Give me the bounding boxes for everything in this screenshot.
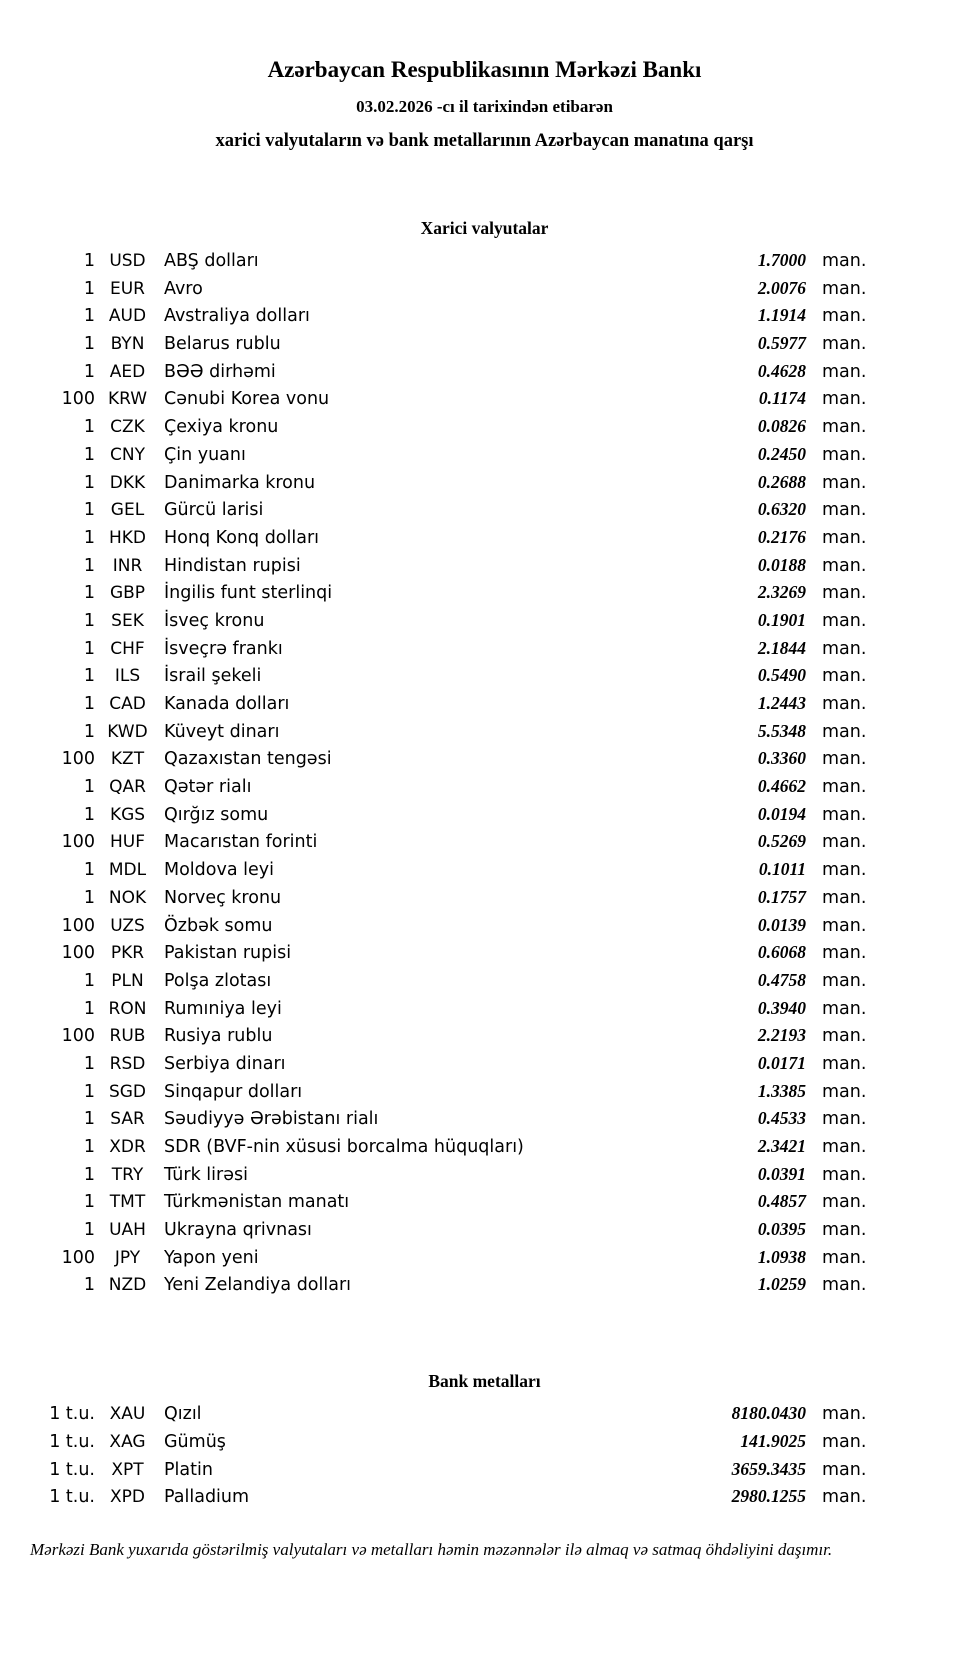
- rate-row: [0, 1400, 969, 1428]
- rate-row: [0, 413, 969, 441]
- asset-name: Serbiya dinarı: [164, 1053, 286, 1074]
- unit-label: man.: [822, 638, 867, 659]
- rate-value: 2.2193: [757, 1025, 806, 1046]
- rate-value: 0.0395: [757, 1219, 806, 1240]
- rate-row: [0, 662, 969, 690]
- asset-quantity: 1: [83, 1220, 95, 1241]
- asset-name: Qızıl: [164, 1404, 202, 1425]
- asset-quantity: 1 t.u.: [49, 1459, 95, 1480]
- unit-label: man.: [822, 1275, 867, 1296]
- rate-row: [0, 607, 969, 635]
- asset-quantity: 1: [83, 638, 95, 659]
- rate-value: 2.3421: [757, 1136, 806, 1156]
- asset-code: XPT: [111, 1459, 144, 1480]
- rate-value: 0.0139: [757, 914, 806, 935]
- rate-row: [0, 1271, 969, 1299]
- asset-name: Platin: [164, 1459, 213, 1480]
- rate-value: 0.4662: [757, 776, 806, 797]
- rate-value: 0.1174: [758, 388, 806, 409]
- rate-row: [0, 1050, 969, 1078]
- asset-quantity: 1: [83, 334, 95, 355]
- disclaimer-note: Mərkəzi Bank yuxarıda göstərilmiş valyutaları və metalları həmin məzənnələr ilə almaq və satmaq öhdəliyini daşımır.: [30, 1539, 833, 1559]
- asset-quantity: 1: [83, 1053, 95, 1074]
- asset-code: INR: [112, 555, 143, 576]
- asset-quantity: 1: [83, 251, 95, 271]
- rate-value: 3659.3435: [731, 1458, 806, 1479]
- asset-name: Macarıstan forinti: [164, 832, 318, 853]
- asset-name: Cənubi Korea vonu: [164, 389, 330, 410]
- effective-date: 03.02.2026 -cı il tarixindən etibarən: [356, 97, 613, 116]
- rate-value: 2.0076: [757, 277, 806, 298]
- asset-name: Gürcü larisi: [164, 500, 264, 521]
- rate-row: [0, 828, 969, 856]
- asset-code: CNY: [110, 444, 145, 465]
- asset-code: PKR: [110, 943, 145, 964]
- rate-value: 0.2176: [757, 526, 806, 547]
- asset-quantity: 1: [83, 1109, 95, 1130]
- rate-row: [0, 552, 969, 580]
- rate-value: 5.5348: [757, 720, 806, 741]
- rate-row: [0, 1188, 969, 1216]
- asset-code: XPD: [110, 1487, 145, 1508]
- rate-row: [0, 690, 969, 718]
- rate-value: 1.0259: [757, 1274, 806, 1295]
- unit-label: man.: [822, 417, 867, 438]
- unit-label: man.: [822, 583, 867, 604]
- asset-name: Qırğız somu: [164, 804, 269, 825]
- asset-quantity: 1: [83, 804, 95, 825]
- asset-quantity: 1: [83, 1164, 95, 1185]
- rate-value: 0.2450: [757, 443, 806, 464]
- asset-quantity: 1: [83, 1275, 95, 1296]
- asset-code: MDL: [108, 860, 147, 881]
- rate-row: [0, 247, 969, 275]
- asset-quantity: 100: [61, 943, 95, 964]
- asset-name: Yeni Zelandiya dolları: [164, 1275, 352, 1296]
- asset-quantity: 1: [83, 583, 95, 604]
- unit-label: man.: [822, 970, 867, 991]
- currencies-table: [0, 247, 969, 1299]
- unit-label: man.: [822, 1053, 867, 1074]
- unit-label: man.: [822, 555, 867, 576]
- asset-name: Pakistan rupisi: [164, 943, 292, 964]
- asset-code: RUB: [109, 1026, 146, 1047]
- unit-label: man.: [822, 1081, 867, 1102]
- asset-name: Hindistan rupisi: [164, 555, 301, 576]
- unit-label: man.: [822, 860, 867, 881]
- unit-label: man.: [822, 527, 867, 548]
- asset-code: SGD: [108, 1081, 147, 1102]
- rate-row: [0, 1244, 969, 1272]
- unit-label: man.: [822, 1026, 867, 1047]
- rate-value: 0.1011: [758, 859, 806, 880]
- asset-code: XAU: [109, 1404, 146, 1425]
- asset-code: CHF: [110, 638, 145, 659]
- asset-code: GEL: [110, 500, 145, 521]
- unit-label: man.: [822, 777, 867, 798]
- asset-name: Polşa zlotası: [164, 970, 272, 991]
- rate-row: [0, 1428, 969, 1456]
- asset-code: EUR: [110, 278, 145, 299]
- rate-row: [0, 967, 969, 995]
- asset-code: TMT: [109, 1192, 146, 1213]
- asset-code: KGS: [109, 804, 146, 825]
- unit-label: man.: [822, 694, 867, 714]
- currencies-section-heading: Xarici valyutalar: [420, 218, 549, 238]
- asset-code: CAD: [109, 694, 146, 714]
- rate-row: [0, 718, 969, 746]
- rate-value: 0.3360: [757, 748, 806, 769]
- unit-label: man.: [822, 389, 867, 410]
- rate-value: 0.0171: [757, 1052, 806, 1073]
- asset-quantity: 1: [83, 278, 95, 299]
- unit-label: man.: [822, 361, 867, 382]
- asset-code: UZS: [110, 915, 145, 936]
- asset-quantity: 100: [61, 389, 95, 410]
- rate-value: 0.0826: [757, 416, 806, 437]
- asset-quantity: 1: [83, 527, 95, 548]
- rate-row: [0, 1105, 969, 1133]
- rate-row: [0, 358, 969, 386]
- rate-value: 141.9025: [740, 1430, 806, 1451]
- rate-value: 8180.0430: [731, 1403, 806, 1424]
- unit-label: man.: [822, 1459, 867, 1480]
- asset-name: Avro: [164, 278, 203, 299]
- rate-value: 1.2443: [757, 693, 806, 713]
- asset-code: GBP: [109, 583, 146, 604]
- asset-code: RSD: [109, 1053, 146, 1074]
- rate-row: [0, 441, 969, 469]
- asset-quantity: 1: [83, 472, 95, 493]
- asset-code: AUD: [108, 306, 147, 327]
- asset-quantity: 1: [83, 970, 95, 991]
- asset-name: Qətər rialı: [164, 777, 252, 798]
- asset-quantity: 1: [83, 860, 95, 881]
- unit-label: man.: [822, 610, 867, 631]
- asset-code: ILS: [114, 666, 141, 687]
- rate-value: 1.1914: [757, 305, 806, 326]
- rate-row: [0, 939, 969, 967]
- rate-value: 0.5269: [757, 831, 806, 852]
- asset-code: KWD: [107, 721, 148, 742]
- rate-row: [0, 635, 969, 663]
- asset-name: Küveyt dinarı: [164, 721, 280, 742]
- asset-name: Sinqapur dolları: [164, 1081, 303, 1102]
- rate-value: 2.3269: [757, 582, 806, 603]
- rate-value: 0.0194: [757, 803, 806, 824]
- asset-quantity: 1: [83, 361, 95, 382]
- rate-value: 0.1901: [757, 609, 806, 630]
- rate-value: 2980.1255: [731, 1486, 806, 1507]
- unit-label: man.: [822, 334, 867, 355]
- asset-name: Türkmənistan manatı: [164, 1192, 350, 1213]
- asset-code: UAH: [109, 1220, 146, 1241]
- asset-quantity: 1: [83, 555, 95, 576]
- asset-code: HUF: [109, 832, 145, 853]
- asset-code: SEK: [111, 610, 144, 631]
- asset-name: SDR (BVF-nin xüsusi borcalma hüquqları): [164, 1137, 524, 1157]
- asset-quantity: 1 t.u.: [49, 1487, 95, 1508]
- asset-code: RON: [108, 998, 147, 1019]
- asset-quantity: 1: [83, 721, 95, 742]
- rate-value: 0.5977: [757, 333, 806, 354]
- asset-name: Qazaxıstan tengəsi: [164, 749, 332, 770]
- asset-name: Palladium: [164, 1487, 250, 1508]
- unit-label: man.: [822, 278, 867, 299]
- unit-label: man.: [822, 749, 867, 770]
- unit-label: man.: [822, 721, 867, 742]
- asset-name: Rusiya rublu: [164, 1026, 273, 1047]
- asset-quantity: 1 t.u.: [49, 1404, 95, 1425]
- asset-quantity: 1: [83, 306, 95, 327]
- rate-value: 0.4628: [757, 360, 806, 381]
- unit-label: man.: [822, 1487, 867, 1508]
- asset-name: Gümüş: [164, 1431, 226, 1452]
- asset-quantity: 100: [61, 1026, 95, 1047]
- rate-row: [0, 469, 969, 497]
- unit-label: man.: [822, 1164, 867, 1185]
- asset-name: Yapon yeni: [164, 1247, 259, 1268]
- asset-name: BƏƏ dirhəmi: [164, 361, 276, 382]
- unit-label: man.: [822, 1220, 867, 1241]
- asset-code: BYN: [110, 334, 145, 355]
- unit-label: man.: [822, 1109, 867, 1130]
- asset-quantity: 100: [61, 749, 95, 770]
- exchange-rate-bulletin: [0, 56, 969, 1560]
- asset-quantity: 1: [83, 610, 95, 631]
- rate-row: [0, 912, 969, 940]
- unit-label: man.: [822, 251, 867, 271]
- asset-name: Norveç kronu: [164, 887, 282, 908]
- rate-value: 0.5490: [757, 665, 806, 686]
- unit-label: man.: [822, 1137, 867, 1157]
- asset-code: SAR: [110, 1109, 145, 1130]
- rate-value: 1.7000: [757, 250, 806, 270]
- asset-name: İsrail şekeli: [164, 666, 262, 687]
- metals-table: [0, 1400, 969, 1511]
- asset-code: PLN: [111, 970, 144, 991]
- rate-value: 0.3940: [757, 997, 806, 1018]
- rate-row: [0, 579, 969, 607]
- asset-name: İngilis funt sterlinqi: [164, 583, 333, 604]
- rate-row: [0, 524, 969, 552]
- rate-row: [0, 1022, 969, 1050]
- rate-value: 0.0188: [757, 554, 806, 575]
- rate-row: [0, 1133, 969, 1161]
- unit-label: man.: [822, 306, 867, 327]
- asset-code: USD: [109, 251, 146, 271]
- asset-name: Kanada dolları: [164, 694, 290, 714]
- unit-label: man.: [822, 1431, 867, 1452]
- rate-row: [0, 275, 969, 303]
- asset-quantity: 1: [83, 777, 95, 798]
- rate-row: [0, 302, 969, 330]
- asset-name: Moldova leyi: [164, 860, 274, 881]
- asset-code: NOK: [108, 887, 147, 908]
- rate-row: [0, 1483, 969, 1511]
- unit-label: man.: [822, 804, 867, 825]
- unit-label: man.: [822, 1247, 867, 1268]
- unit-label: man.: [822, 472, 867, 493]
- asset-quantity: 1: [83, 1081, 95, 1102]
- asset-name: Honq Konq dolları: [164, 527, 320, 548]
- unit-label: man.: [822, 1192, 867, 1213]
- asset-code: KRW: [107, 389, 148, 410]
- rate-row: [0, 385, 969, 413]
- asset-quantity: 100: [61, 1247, 95, 1268]
- unit-label: man.: [822, 887, 867, 908]
- asset-name: Rumıniya leyi: [164, 998, 282, 1019]
- rate-value: 2.1844: [757, 637, 806, 658]
- rate-row: [0, 330, 969, 358]
- rate-row: [0, 884, 969, 912]
- rate-row: [0, 995, 969, 1023]
- asset-name: Özbək somu: [164, 915, 273, 936]
- rate-value: 0.6068: [757, 942, 806, 963]
- rate-row: [0, 496, 969, 524]
- rate-value: 0.0391: [757, 1163, 806, 1184]
- asset-name: İsveçrə frankı: [164, 638, 283, 659]
- asset-code: XAG: [109, 1431, 146, 1452]
- asset-name: Səudiyyə Ərəbistanı rialı: [164, 1109, 379, 1130]
- rate-value: 0.6320: [757, 499, 806, 520]
- asset-name: Türk lirəsi: [164, 1164, 248, 1185]
- rate-value: 0.2688: [757, 471, 806, 492]
- asset-name: ABŞ dolları: [164, 251, 259, 271]
- unit-label: man.: [822, 666, 867, 687]
- rate-value: 1.3385: [757, 1080, 806, 1101]
- rate-row: [0, 745, 969, 773]
- asset-name: İsveç kronu: [164, 610, 265, 631]
- rate-value: 0.1757: [757, 886, 806, 907]
- page-title: Azərbaycan Respublikasının Mərkəzi Bankı: [267, 57, 702, 82]
- subtitle: xarici valyutaların və bank metallarının Azərbaycan manatına qarşı: [215, 131, 754, 151]
- asset-quantity: 100: [61, 832, 95, 853]
- asset-code: NZD: [108, 1275, 147, 1296]
- asset-code: AED: [109, 361, 146, 382]
- rate-row: [0, 1078, 969, 1106]
- asset-code: TRY: [111, 1164, 144, 1185]
- unit-label: man.: [822, 915, 867, 936]
- rate-row: [0, 856, 969, 884]
- rate-value: 0.4857: [757, 1191, 806, 1212]
- asset-name: Çin yuanı: [164, 444, 246, 465]
- asset-code: JPY: [114, 1247, 141, 1268]
- asset-quantity: 1: [83, 694, 95, 714]
- asset-quantity: 1: [83, 1137, 95, 1157]
- asset-quantity: 1: [83, 500, 95, 521]
- asset-name: Belarus rublu: [164, 334, 281, 355]
- asset-code: DKK: [109, 472, 146, 493]
- asset-name: Çexiya kronu: [164, 417, 279, 438]
- rate-value: 0.4758: [757, 969, 806, 990]
- rate-row: [0, 1161, 969, 1189]
- asset-name: Danimarka kronu: [164, 472, 316, 493]
- unit-label: man.: [822, 832, 867, 853]
- rate-value: 1.0938: [757, 1246, 806, 1267]
- metals-section-heading: Bank metalları: [428, 1371, 541, 1392]
- asset-quantity: 1: [83, 1192, 95, 1213]
- rate-value: 0.4533: [757, 1108, 806, 1129]
- asset-quantity: 1: [83, 998, 95, 1019]
- rate-row: [0, 1456, 969, 1484]
- unit-label: man.: [822, 943, 867, 964]
- asset-code: HKD: [108, 527, 147, 548]
- asset-code: CZK: [110, 417, 145, 438]
- asset-quantity: 1: [83, 444, 95, 465]
- asset-code: KZT: [110, 749, 145, 770]
- unit-label: man.: [822, 998, 867, 1019]
- asset-quantity: 100: [61, 915, 95, 936]
- asset-name: Ukrayna qrivnası: [164, 1220, 312, 1241]
- asset-code: XDR: [109, 1137, 146, 1157]
- asset-quantity: 1: [83, 417, 95, 438]
- rate-row: [0, 801, 969, 829]
- asset-code: QAR: [109, 777, 146, 798]
- unit-label: man.: [822, 444, 867, 465]
- rate-row: [0, 1216, 969, 1244]
- unit-label: man.: [822, 1404, 867, 1425]
- asset-quantity: 1: [83, 666, 95, 687]
- asset-quantity: 1: [83, 887, 95, 908]
- asset-name: Avstraliya dolları: [164, 306, 310, 327]
- asset-quantity: 1 t.u.: [49, 1431, 95, 1452]
- rate-row: [0, 773, 969, 801]
- unit-label: man.: [822, 500, 867, 521]
